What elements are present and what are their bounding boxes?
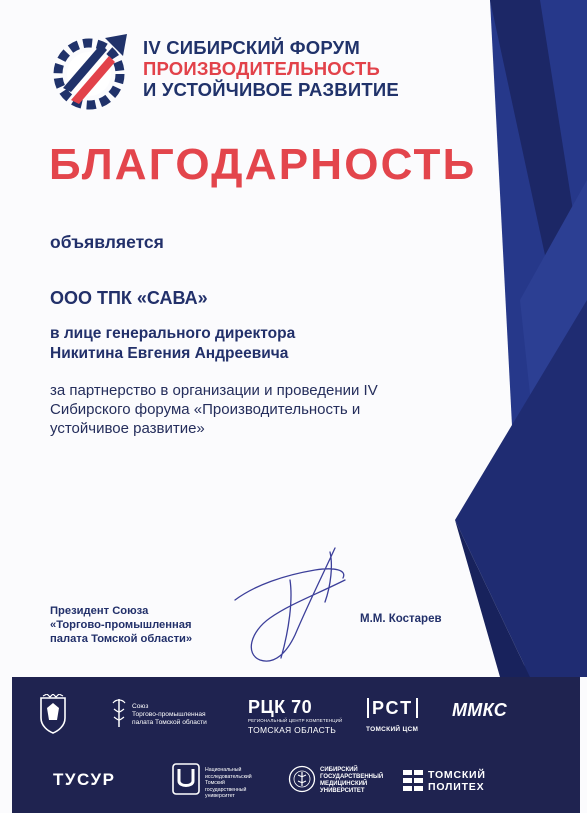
rck-caption-line-1: РЕГИОНАЛЬНЫЙ ЦЕНТР КОМПЕТЕНЦИЙ [248,718,343,723]
tpp-caption-line-3: палата Томской области [132,719,207,726]
announce-text: объявляется [50,232,164,252]
tpp-caduceus-icon [110,697,128,729]
handwritten-signature [215,540,360,670]
ssmu-emblem-icon [288,765,316,793]
forum-title-line-1: IV СИБИРСКИЙ ФОРУМ [143,37,360,58]
tpu-caption-line-1: ТОМСКИЙ [428,769,486,781]
ssmu-caption-line-2: ГОСУДАРСТВЕННЫЙ [320,774,384,780]
signatory-title-line-3: палата Томской области» [50,633,193,645]
signatory-title-line-1: Президент Союза [50,605,149,617]
rck-logo: РЦК 70 [248,697,313,717]
tsu-caption [205,767,265,800]
ssmu-caption-line-1: СИБИРСКИЙ [320,767,358,773]
representative-name: Никитина Евгения Андреевича [50,345,289,362]
signatory-title [50,604,192,646]
forum-logo-icon [49,30,137,114]
tpu-caption [428,769,486,793]
forum-title-line-3: И УСТОЙЧИВОЕ РАЗВИТИЕ [143,79,399,100]
tpu-grid-icon [403,770,423,792]
partners-footer [12,677,580,813]
tusur-logo: ТУСУР [53,770,116,789]
tomsk-region-emblem-icon [38,694,68,734]
forum-title-line-2: ПРОИЗВОДИТЕЛЬНОСТЬ [143,58,380,79]
tpu-caption-line-2: ПОЛИТЕХ [428,781,485,793]
certificate-title: БЛАГОДАРНОСТЬ [49,140,477,189]
ssmu-caption [320,767,395,795]
tpp-caption [132,703,232,727]
tsu-shield-icon [172,763,200,795]
tpp-caption-line-1: Союз [132,703,149,710]
ssmu-caption-line-4: УНИВЕРСИТЕТ [320,788,365,794]
representative-role: в лице генерального директора [50,325,296,342]
signatory-title-line-2: «Торгово-промышленная [50,619,192,631]
organization-name: ООО ТПК «САВА» [50,288,208,308]
rst-logo: РСТ [367,698,418,718]
signatory-name: М.М. Костарев [360,613,442,625]
tsu-caption-line-4: университет [205,793,235,799]
rck-caption-line-2: ТОМСКАЯ ОБЛАСТЬ [248,725,337,735]
rst-caption: ТОМСКИЙ ЦСМ [366,726,419,733]
tsu-caption-line-2: Томский [205,780,225,786]
mmks-logo: ММКС [452,700,508,720]
tsu-caption-line-3: государственный [205,786,247,793]
tsu-caption-line-1: Национальный исследовательский [205,767,252,780]
reason-text: за партнерство в организации и проведении IV Сибирского форума «Производительность и устойчивое развитие» [50,382,378,437]
tpp-caption-line-2: Торгово-промышленная [132,711,206,718]
ssmu-caption-line-3: МЕДИЦИНСКИЙ [320,781,368,787]
